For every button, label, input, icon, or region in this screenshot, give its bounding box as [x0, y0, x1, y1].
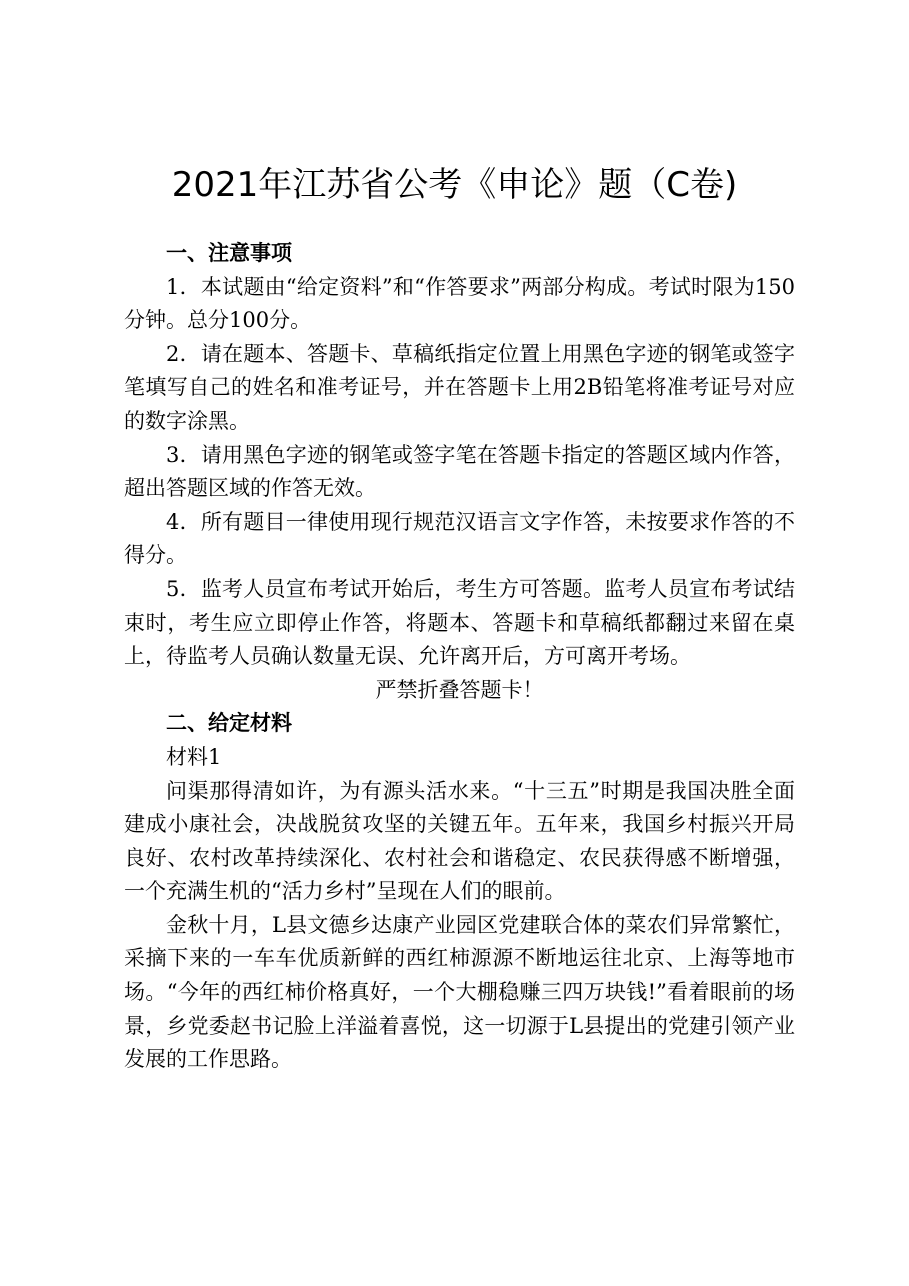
material-paragraph-1: 问渠那得清如许，为有源头活水来。“十三五”时期是我国决胜全面建成小康社会，决战脱贫攻坚的关键五年。五年来，我国乡村振兴开局良好、农村改革持续深化、农村社会和谐稳定、农民获得感不断增强，一个充满生机的“活力乡村”呈现在人们的眼前。: [124, 778, 795, 904]
document-body: [124, 237, 795, 1077]
notes-item-1: 1．本试题由“给定资料”和“作答要求”两部分构成。考试时限为150分钟。总分100分。: [124, 274, 795, 333]
material-paragraph-2: 金秋十月，L县文德乡达康产业园区党建联合体的菜农们异常繁忙，采摘下来的一车车优质新鲜的西红柿源源不断地运往北京、上海等地市场。“今年的西红柿价格真好，一个大棚稳赚三四万块钱!”看着眼前的场景，乡党委赵书记脸上洋溢着喜悦，这一切源于L县提出的党建引领产业发展的工作思路。: [124, 912, 795, 1072]
section-heading-materials: 二、给定材料: [166, 711, 292, 736]
notes-item-3: 3．请用黑色字迹的钢笔或签字笔在答题卡指定的答题区域内作答，超出答题区域的作答无效。: [124, 442, 795, 501]
material-label: 材料1: [166, 744, 222, 769]
notes-item-4: 4．所有题目一律使用现行规范汉语言文字作答，未按要求作答的不得分。: [124, 509, 795, 568]
notes-item-2: 2．请在题本、答题卡、草稿纸指定位置上用黑色字迹的钢笔或签字笔填写自己的姓名和准考证号，并在答题卡上用2B铅笔将准考证号对应的数字涂黑。: [124, 341, 795, 433]
warning-text: 严禁折叠答题卡！: [375, 677, 544, 702]
document-title: 2021年江苏省公考《申论》题（C卷): [171, 165, 738, 205]
notes-item-5: 5．监考人员宣布考试开始后，考生方可答题。监考人员宣布考试结束时，考生应立即停止作答，将题本、答题卡和草稿纸都翻过来留在桌上，待监考人员确认数量无误、允许离开后，方可离开考场。: [124, 576, 795, 669]
section-heading-notes: 一、注意事项: [166, 241, 292, 265]
